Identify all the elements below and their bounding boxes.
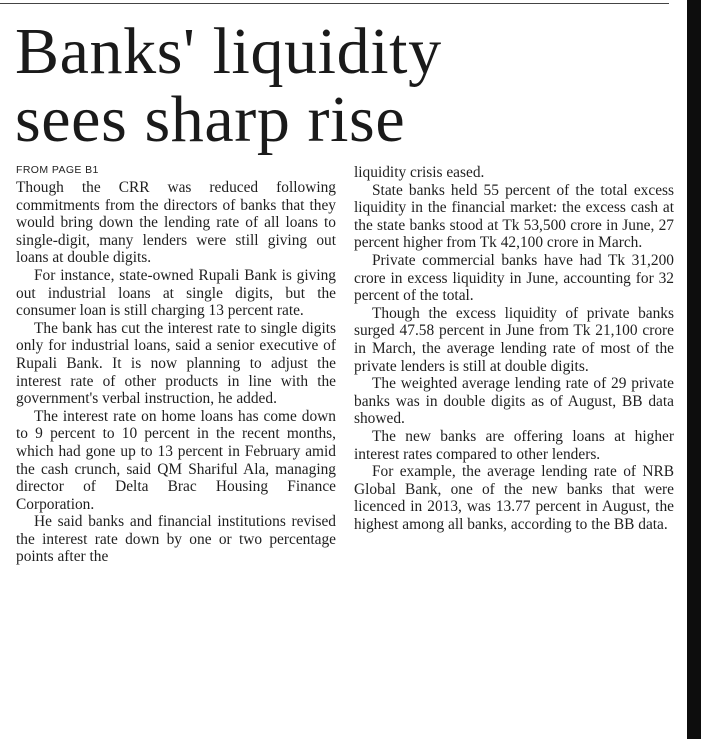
paragraph: The interest rate on home loans has come down to 9 percent to 10 percent in the recent months, which had gone up to 13 percent in February amid the cash crunch, said QM Shariful Ala, managing director of Delta Brac Housing Finance Corporation. <box>16 407 336 513</box>
paragraph: liquidity crisis eased. <box>354 164 485 181</box>
paragraph: The bank has cut the interest rate to single digits only for industrial loans, said a senior executive of Rupali Bank. It is now planning to adjust the interest rate of other products in line with the government's verbal instruction, he added. <box>16 319 336 408</box>
paragraph: The weighted average lending rate of 29 private banks was in double digits as of August, BB data showed. <box>354 375 674 428</box>
article-column-left <box>16 164 336 566</box>
headline-line-2: sees sharp rise <box>15 83 406 156</box>
paragraph: For example, the average lending rate of NRB Global Bank, one of the new banks that were licenced in 2013, was 13.77 percent in August, the highest among all banks, according to the BB data. <box>354 463 674 533</box>
continuation-kicker: FROM PAGE B1 <box>16 164 99 176</box>
paragraph: For instance, state-owned Rupali Bank is giving out industrial loans at single digits, but the consumer loan is still charging 13 percent rate. <box>16 266 336 320</box>
paragraph: He said banks and financial institutions revised the interest rate down by one or two percentage points after the <box>16 513 336 566</box>
paragraph: Though the CRR was reduced following commitments from the directors of banks that they would bring down the lending rate of all loans to single-digit, many lenders were still giving out loans at double digits. <box>16 179 336 267</box>
paragraph: Private commercial banks have had Tk 31,200 crore in excess liquidity in June, accounting for 32 percent of the total. <box>354 251 674 305</box>
top-rule <box>0 3 669 4</box>
paragraph: The new banks are offering loans at higher interest rates compared to other lenders. <box>354 427 674 463</box>
paragraph: Though the excess liquidity of private banks surged 47.58 percent in June from Tk 21,100 crore in March, the average lending rate of most of the private lenders is still at double digits. <box>354 304 674 375</box>
headline-line-1: Banks' liquidity <box>15 15 442 88</box>
article-column-right <box>354 164 674 533</box>
paragraph: State banks held 55 percent of the total excess liquidity in the financial market: the excess cash at the state banks stood at Tk 53,500 crore in June, 27 percent higher from Tk 42,100 crore in March. <box>354 181 674 252</box>
headline <box>15 15 675 156</box>
page-edge-border <box>687 0 701 739</box>
